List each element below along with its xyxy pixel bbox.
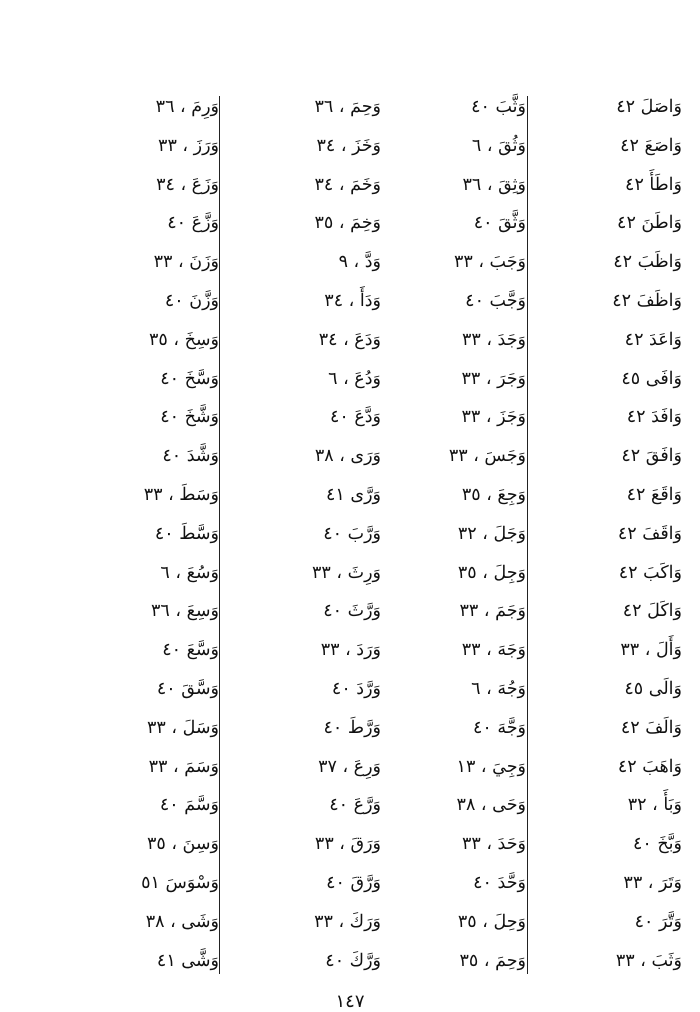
verb-entry: وَجِعَ ، ٣٥ (461, 484, 526, 505)
verb-entry: وَاقَفَ ٤٢ (617, 523, 682, 544)
verb-entry: وَثِقَ ، ٣٦ (462, 174, 526, 195)
verb-entry: وَرَّى ٤١ (326, 484, 381, 505)
verb-entry: وَجَهَ ، ٣٣ (461, 640, 526, 661)
verb-entry: وَخَمَ ، ٣٤ (314, 174, 381, 195)
verb-entry: وَرَّدَ ٤٠ (331, 678, 381, 699)
verb-entry: وَشَى ، ٣٨ (145, 911, 219, 932)
verb-entry: وَدَأَ ، ٣٤ (324, 290, 381, 311)
verb-entry: وَحِلَ ، ٣٥ (457, 911, 526, 932)
verb-entry: وَرَّقَ ٤٠ (326, 872, 381, 893)
verb-entry: وَسَّخَ ٤٠ (160, 368, 219, 389)
verb-entry: وَسَّمَ ٤٠ (159, 795, 219, 816)
verb-entry: وَرَزَ ، ٣٣ (158, 135, 219, 156)
verb-entry: وَسِنَ ، ٣٥ (146, 834, 219, 855)
verb-entry: وَرَّثَ ٤٠ (323, 601, 381, 622)
verb-entry: وَحَى ، ٣٨ (456, 795, 526, 816)
verb-entry: وَاهَبَ ٤٢ (617, 756, 682, 777)
verb-entry: وَخِمَ ، ٣٥ (314, 213, 381, 234)
verb-entry: وَحِمَ ، ٣٥ (459, 950, 526, 971)
verb-entry: وَاطَنَ ٤٢ (617, 213, 682, 234)
left-column-group (96, 88, 381, 978)
verb-entry: وَرِثَ ، ٣٣ (312, 562, 381, 583)
verb-entry: وَسِعَ ، ٣٦ (150, 601, 219, 622)
verb-entry: وَجَرَ ، ٣٣ (461, 368, 526, 389)
verb-entry: وَجَبَ ، ٣٣ (453, 252, 526, 273)
verb-entry: وَجَّبَ ٤٠ (465, 290, 526, 311)
verb-entry: وَسِخَ ، ٣٥ (149, 329, 219, 350)
verb-entry: وَبَّخَ ٤٠ (633, 834, 682, 855)
verb-entry: وَبَأَ ، ٣٢ (627, 795, 682, 816)
verb-entry: وَسَّعَ ٤٠ (162, 640, 219, 661)
verb-entry: وَرِمَ ، ٣٦ (155, 97, 219, 117)
verb-entry: وَسَّقَ ٤٠ (156, 678, 219, 699)
verb-entry: وَاكَلَ ٤٢ (622, 601, 682, 622)
verb-entry: وَجِيَ ، ١٣ (456, 756, 526, 777)
verb-entry: وَحَدَ ، ٣٣ (461, 834, 526, 855)
column-divider-left (219, 96, 220, 974)
verb-entry: وَجَزَ ، ٣٣ (461, 407, 526, 428)
column-4 (96, 88, 219, 978)
verb-entry: وَزَنَ ، ٣٣ (153, 252, 219, 273)
verb-entry: وَزَّنَ ٤٠ (164, 290, 219, 311)
verb-entry: وَسَلَ ، ٣٣ (147, 717, 219, 738)
verb-entry: وَجَمَ ، ٣٣ (459, 601, 526, 622)
verb-entry: وَجُهَ ، ٦ (471, 678, 526, 699)
verb-entry: وَثَّبَ ٤٠ (471, 97, 526, 117)
verb-entry: وَرِعَ ، ٣٧ (318, 756, 381, 777)
verb-entry: وَرَى ، ٣٨ (314, 446, 381, 467)
verb-entry: وَدَّ ، ٩ (338, 252, 381, 273)
verb-entry: وَأَلَ ، ٣٣ (620, 640, 682, 661)
verb-entry: وَاعَدَ ٤٢ (624, 329, 682, 350)
verb-entry: وَالَى ٤٥ (624, 678, 682, 699)
verb-entry: وَتَرَ ، ٣٣ (623, 872, 682, 893)
verb-entry: وَشَّدَ ٤٠ (162, 446, 219, 467)
verb-entry: وَافَدَ ٤٢ (626, 407, 682, 428)
verb-entry: وَاكَبَ ٤٢ (618, 562, 682, 583)
column-1 (544, 88, 682, 978)
verb-entry: وَافَقَ ٤٢ (621, 446, 682, 467)
verb-entry: وَزَعَ ، ٣٤ (156, 174, 219, 195)
verb-entry: وَرَدَ ، ٣٣ (320, 640, 381, 661)
verb-entry: وَرَكَ ، ٣٣ (314, 911, 381, 932)
verb-entry: وَشَّخَ ٤٠ (160, 407, 219, 428)
verb-entry: وَثَّقَ ٤٠ (473, 213, 526, 234)
column-2 (400, 88, 526, 978)
verb-entry: وَحِمَ ، ٣٦ (314, 97, 381, 117)
verb-entry: وَاقَعَ ٤٢ (626, 484, 682, 505)
verb-entry: وَاطَأَ ٤٢ (625, 174, 682, 195)
right-column-group (400, 88, 682, 978)
verb-entry: وَدَعَ ، ٣٤ (318, 329, 381, 350)
verb-entry: وَجَّهَ ٤٠ (472, 717, 526, 738)
verb-entry: وَالَفَ ٤٢ (620, 717, 682, 738)
verb-entry: وَرَقَ ، ٣٣ (314, 834, 381, 855)
verb-entry: وَحَّدَ ٤٠ (473, 872, 526, 893)
verb-entry: وَشَّى ٤١ (156, 950, 219, 971)
verb-entry: وَتَّرَ ٤٠ (634, 911, 682, 932)
verb-entry: وَرَّعَ ٤٠ (329, 795, 381, 816)
verb-entry: وَاظَبَ ٤٢ (613, 252, 682, 273)
verb-entry: وَسُعَ ، ٦ (160, 562, 219, 583)
verb-entry: وَسَمَ ، ٣٣ (148, 756, 219, 777)
column-3 (253, 88, 381, 978)
verb-entry: وَسَطَ ، ٣٣ (143, 484, 219, 505)
verb-entry: وَدُعَ ، ٦ (328, 368, 381, 389)
verb-entry: وَاصَلَ ٤٢ (616, 97, 682, 117)
verb-entry: وَجِلَ ، ٣٥ (457, 562, 526, 583)
column-divider-right (527, 96, 528, 974)
verb-entry: وَزَّعَ ٤٠ (167, 213, 219, 234)
verb-entry: وَرَّكَ ٤٠ (325, 950, 381, 971)
verb-entry: وَدَّعَ ٤٠ (329, 407, 381, 428)
verb-entry: وَجَلَ ، ٣٢ (457, 523, 526, 544)
verb-entry: وَجَدَ ، ٣٣ (461, 329, 526, 350)
verb-entry: وَثُقَ ، ٦ (471, 135, 526, 156)
verb-entry: وَرَّبَ ٤٠ (323, 523, 381, 544)
verb-entry: وَاظَفَ ٤٢ (612, 290, 682, 311)
verb-entry: وَسَّطَ ٤٠ (154, 523, 219, 544)
verb-entry: وَثَبَ ، ٣٣ (615, 950, 682, 971)
verb-entry: وَسْوَسَ ٥١ (141, 872, 219, 893)
verb-entry: وَافَى ٤٥ (621, 368, 682, 389)
verb-entry: وَرَّطَ ٤٠ (323, 717, 381, 738)
verb-entry: وَجَسَ ، ٣٣ (448, 446, 526, 467)
verb-entry: وَاصَعَ ٤٢ (620, 135, 682, 156)
page-number: ١٤٧ (335, 991, 365, 1012)
verb-entry: وَخَزَ ، ٣٤ (316, 135, 381, 156)
